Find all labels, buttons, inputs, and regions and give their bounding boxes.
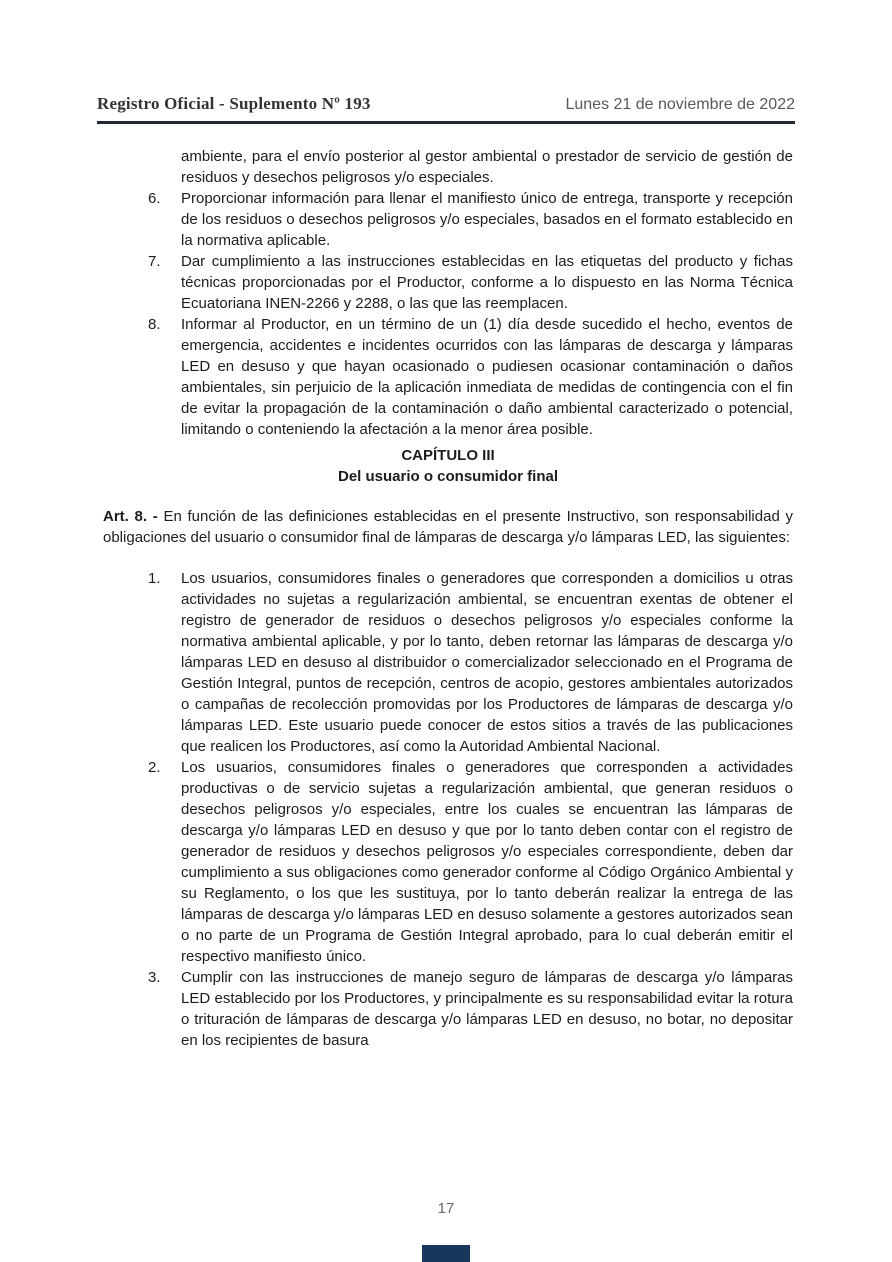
list-item — [103, 757, 793, 967]
list-item-number: 7. — [148, 253, 161, 270]
list-item-number: 3. — [148, 969, 161, 986]
page-body — [103, 146, 793, 1051]
chapter-subtitle: Del usuario o consumidor final — [337, 468, 559, 485]
list-item — [103, 188, 793, 251]
list-item-text: Informar al Productor, en un término de un (1) día desde sucedido el hecho, eventos de emergencia, accidentes e incidentes ocurridos con las lámparas de descarga y lámparas LED en desuso y que hayan ocasionado o pudiesen ocasionar contaminación o daños ambientales, sin perjuicio de la aplicación inmediata de medidas de contingencia con el fin de evitar la propagación de la contaminación o daño ambiental caracterizado o potencial, limitando o conteniendo la afectación a la menor área posible. — [181, 316, 793, 438]
footer-accent-bar — [422, 1245, 470, 1262]
list-item-text: Proporcionar información para llenar el manifiesto único de entrega, transporte y recepción de los residuos o desechos peligrosos y/o especiales, basados en el formato establecido en la normativa aplicable. — [181, 190, 793, 249]
page-header — [97, 94, 795, 124]
article-paragraph — [103, 506, 793, 548]
header-title: Registro Oficial - Suplemento Nº 193 — [97, 94, 371, 113]
chapter-heading — [103, 445, 793, 487]
list-item — [103, 967, 793, 1051]
article-text: En función de las definiciones establecidas en el presente Instructivo, son responsabilidad y obligaciones del usuario o consumidor final de lámparas de descarga y/o lámparas LED, las siguientes: — [103, 508, 793, 546]
chapter-title: CAPÍTULO III — [401, 447, 495, 464]
list-item — [103, 251, 793, 314]
list-item-text: Dar cumplimiento a las instrucciones establecidas en las etiquetas del producto y fichas técnicas proporcionadas por el Productor, conforme a lo dispuesto en las Norma Técnica Ecuatoriana INEN-2266 y 2288, o las que las reemplacen. — [181, 253, 793, 312]
list-item-number: 6. — [148, 190, 161, 207]
list-item-text: Los usuarios, consumidores finales o generadores que corresponden a actividades productivas o de servicio sujetas a regularización ambiental, que generan residuos o desechos peligrosos y/o especiales, entre los cuales se encuentran las lámparas de descarga y/o lámparas LED en desuso y que por lo tanto deben contar con el registro de generador de residuos y desechos peligrosos y/o especiales correspondiente, deben dar cumplimiento a sus obligaciones como generador conforme al Código Orgánico Ambiental y su Reglamento, o los que les sustituya, por lo tanto deberán realizar la entrega de las lámparas de descarga y/o lámparas LED en desuso solamente a gestores autorizados sean o no parte de un Programa de Gestión Integral aprobado, para lo cual deberán emitir el respectivo manifiesto único. — [181, 759, 793, 965]
header-date: Lunes 21 de noviembre de 2022 — [565, 96, 795, 113]
continuation-paragraph: ambiente, para el envío posterior al gestor ambiental o prestador de servicio de gestión de residuos y desechos peligrosos y/o especiales. — [181, 148, 793, 186]
list-item-text: Los usuarios, consumidores finales o generadores que corresponden a domicilios u otras actividades no sujetas a regularización ambiental, se encuentran exentas de obtener el registro de generador de residuos o desechos peligrosos y/o especiales conforme la normativa ambiental aplicable, y por lo tanto, deben retornar las lámparas de descarga y/o lámparas LED en desuso al distribuidor o comercializador seleccionado en el Programa de Gestión Integral, puntos de recepción, centros de acopio, gestores ambientales autorizados o campañas de recolección promovidas por los Productores de lámparas de descarga y/o lámparas LED. Este usuario puede conocer de estos sitios a través de las publicaciones que realicen los Productores, así como la Autoridad Ambiental Nacional. — [181, 570, 793, 755]
obligations-list — [103, 188, 793, 440]
list-item-number: 1. — [148, 570, 161, 587]
list-item — [103, 314, 793, 440]
page-number: 17 — [437, 1200, 455, 1217]
article-number: Art. 8. - — [103, 508, 158, 525]
user-consumer-list — [103, 568, 793, 1051]
list-item-number: 2. — [148, 759, 161, 776]
list-item — [103, 568, 793, 757]
list-item-number: 8. — [148, 316, 161, 333]
list-item-text: Cumplir con las instrucciones de manejo seguro de lámparas de descarga y/o lámparas LED establecido por los Productores, y principalmente es su responsabilidad evitar la rotura o trituración de lámparas de descarga y/o lámparas LED en desuso, no botar, no depositar en los recipientes de basura — [181, 969, 793, 1049]
